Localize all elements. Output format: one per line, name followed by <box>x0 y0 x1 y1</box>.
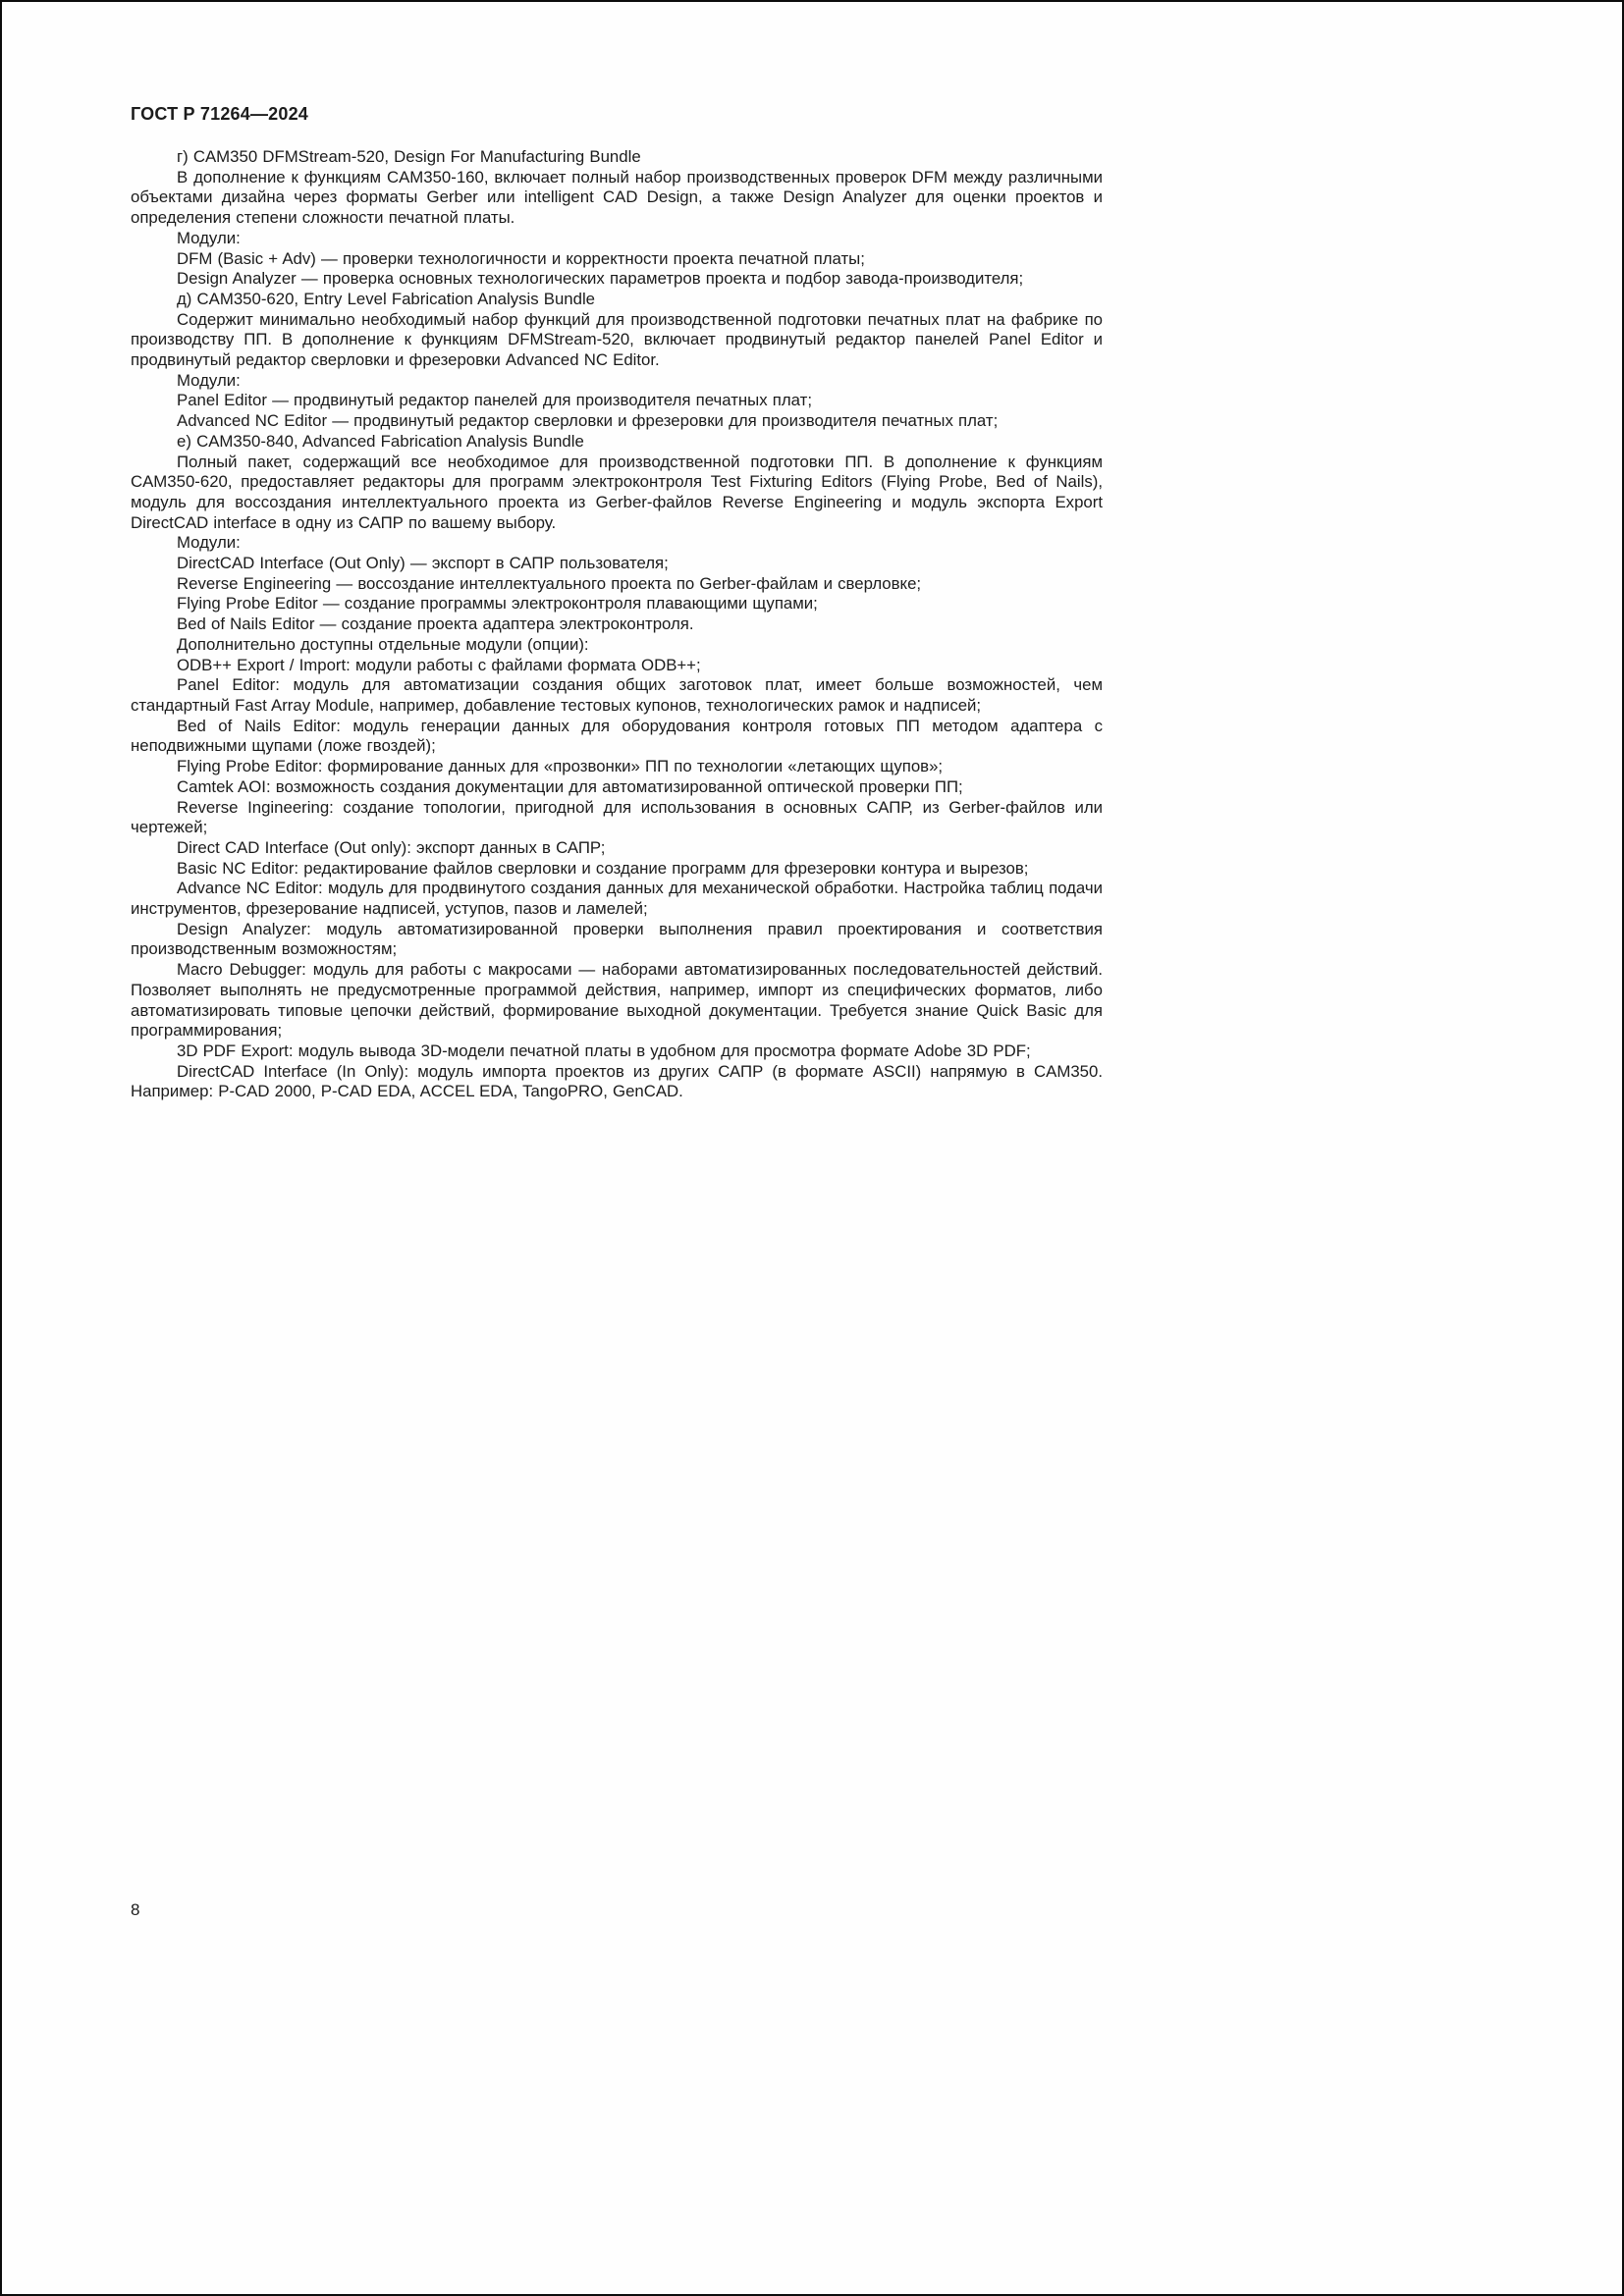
paragraph: Macro Debugger: модуль для работы с макросами — наборами автоматизированных последовательностей действий. Позволяет выполнять не предусмотренные программой действия, например, импорт из специфических форматов, либо автоматизировать типовые цепочки действий, формирование выходной документации. Требуется знание Quick Basic для программирования; <box>131 960 1103 1041</box>
document-body <box>131 147 1103 1102</box>
paragraph: Модули: <box>177 533 241 553</box>
paragraph: Reverse Engineering — воссоздание интеллектуального проекта по Gerber-файлам и сверловке; <box>177 573 922 593</box>
paragraph: Flying Probe Editor: формирование данных для «прозвонки» ПП по технологии «летающих щупов»; <box>177 757 944 776</box>
paragraph: Flying Probe Editor — создание программы электроконтроля плавающими щупами; <box>177 594 818 614</box>
paragraph: DirectCAD Interface (Out Only) — экспорт в САПР пользователя; <box>177 554 669 573</box>
paragraph: Модули: <box>177 228 241 247</box>
paragraph: Bed of Nails Editor — создание проекта адаптера электроконтроля. <box>177 614 694 634</box>
paragraph: Panel Editor — продвинутый редактор панелей для производителя печатных плат; <box>177 391 812 410</box>
document-header-standard-number: ГОСТ Р 71264—2024 <box>131 104 309 124</box>
paragraph: Bed of Nails Editor: модуль генерации данных для оборудования контроля готовых ПП методом адаптера с неподвижными щупами (ложе гвоздей); <box>131 716 1103 756</box>
paragraph: е) CAM350-840, Advanced Fabrication Analysis Bundle <box>177 431 584 451</box>
paragraph: ODB++ Export / Import: модули работы с файлами формата ODB++; <box>177 655 701 674</box>
paragraph: DFM (Basic + Adv) — проверки технологичности и корректности проекта печатной платы; <box>177 248 865 268</box>
paragraph: д) CAM350-620, Entry Level Fabrication Analysis Bundle <box>177 289 596 308</box>
paragraph: Модули: <box>177 370 241 390</box>
paragraph: Reverse Ingineering: создание топологии, пригодной для использования в основных САПР, из Gerber-файлов или чертежей; <box>131 797 1103 837</box>
paragraph: Содержит минимально необходимый набор функций для производственной подготовки печатных плат на фабрике по производству ПП. В дополнение к функциям DFMStream-520, включает продвинутый редактор панелей Panel Editor и продвинутый редактор сверловки и фрезеровки Advanced NC Editor. <box>131 309 1103 370</box>
paragraph: В дополнение к функциям CAM350-160, включает полный набор производственных проверок DFM между различными объектами дизайна через форматы Gerber или intelligent CAD Design, а также Design Analyzer для оценки проектов и определения степени сложности печатной платы. <box>131 167 1103 228</box>
paragraph: Design Analyzer: модуль автоматизированной проверки выполнения правил проектирования и соответствия производственным возможностям; <box>131 919 1103 959</box>
paragraph: г) CAM350 DFMStream-520, Design For Manufacturing Bundle <box>177 147 641 166</box>
paragraph: Дополнительно доступны отдельные модули (опции): <box>177 634 589 654</box>
paragraph: Basic NC Editor: редактирование файлов сверловки и создание программ для фрезеровки контура и вырезов; <box>177 858 1029 878</box>
page-number: 8 <box>131 1900 140 1919</box>
paragraph: Advance NC Editor: модуль для продвинутого создания данных для механической обработки. Настройка таблиц подачи инструментов, фрезерование надписей, уступов, пазов и ламелей; <box>131 879 1103 919</box>
paragraph: Panel Editor: модуль для автоматизации создания общих заготовок плат, имеет больше возможностей, чем стандартный Fast Array Module, например, добавление тестовых купонов, технологических рамок и надписей; <box>131 675 1103 715</box>
paragraph: Direct CAD Interface (Out only): экспорт данных в САПР; <box>177 837 606 857</box>
paragraph: DirectCAD Interface (In Only): модуль импорта проектов из других САПР (в формате ASCII) напрямую в CAM350. Например: P-CAD 2000, P-CAD EDA, ACCEL EDA, TangoPRO, GenCAD. <box>131 1061 1103 1101</box>
paragraph: Camtek AOI: возможность создания документации для автоматизированной оптической проверки ПП; <box>177 776 963 796</box>
paragraph: Advanced NC Editor — продвинутый редактор сверловки и фрезеровки для производителя печатных плат; <box>177 411 999 431</box>
paragraph: Design Analyzer — проверка основных технологических параметров проекта и подбор завода-производителя; <box>177 269 1024 289</box>
paragraph: 3D PDF Export: модуль вывода 3D-модели печатной платы в удобном для просмотра формате Adobe 3D PDF; <box>177 1041 1031 1060</box>
paragraph: Полный пакет, содержащий все необходимое для производственной подготовки ПП. В дополнение к функциям CAM350-620, предоставляет редакторы для программ электроконтроля Test Fixturing Editors (Flying Probe, Bed of Nails), модуль для воссоздания интеллектуального проекта из Gerber-файлов Reverse Engineering и модуль экспорта Export DirectCAD interface в одну из САПР по вашему выбору. <box>131 452 1103 532</box>
